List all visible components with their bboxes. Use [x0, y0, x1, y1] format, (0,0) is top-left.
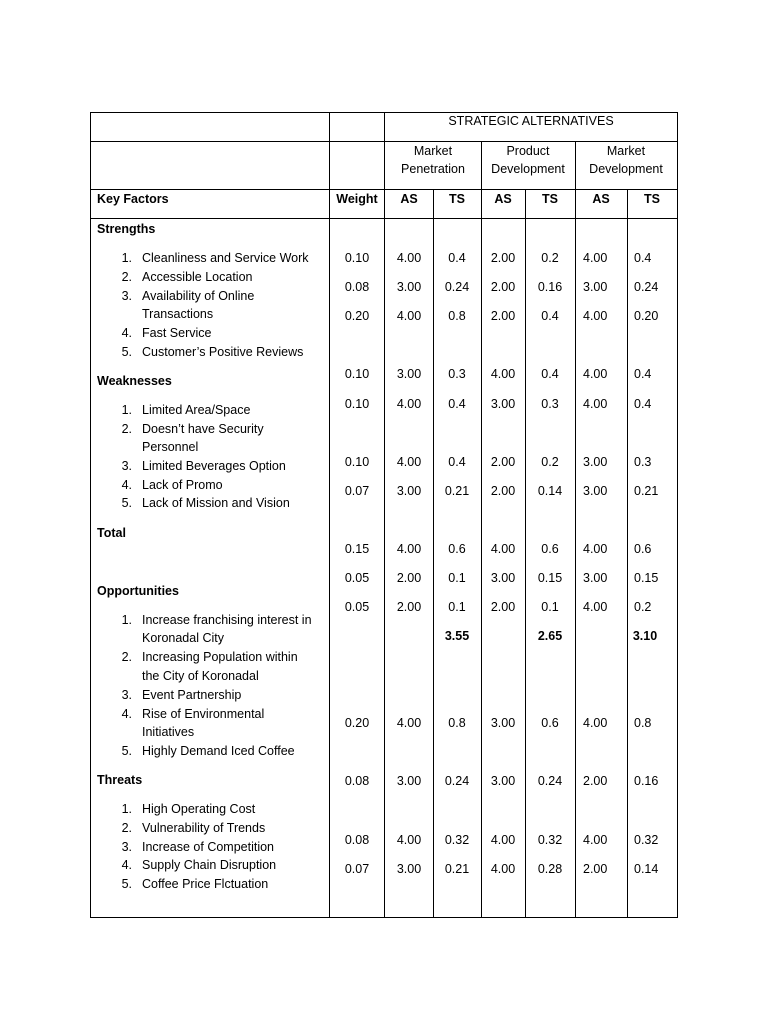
alt3-ts-cell: 0.14	[634, 862, 659, 876]
list-item-text: Doesn’t have Security	[142, 422, 264, 436]
weight-cell: 0.05	[344, 600, 370, 614]
alt1-as-cell: 4.00	[396, 309, 422, 323]
alt1-heading-line2: Penetration	[401, 162, 465, 176]
strategic-alternatives-heading: STRATEGIC ALTERNATIVES	[448, 114, 614, 128]
list-item-number: 3.	[121, 289, 132, 303]
list-item-number: 2.	[121, 422, 132, 436]
alt1-ts-cell: 0.8	[448, 309, 466, 323]
alt1-ts-cell: 0.1	[448, 600, 466, 614]
alt1-ts-header: TS	[449, 192, 465, 206]
list-item-number: 3.	[121, 840, 132, 854]
alt1-as-cell: 4.00	[396, 397, 422, 411]
alt2-ts-cell: 0.6	[541, 542, 559, 556]
alt1-ts-cell: 0.32	[444, 833, 470, 847]
alt3-ts-cell: 0.3	[634, 455, 652, 469]
alt2-as-cell: 2.00	[490, 309, 516, 323]
alt3-as-cell: 3.00	[583, 280, 608, 294]
table-left-border	[90, 112, 91, 918]
alt2-as-cell: 2.00	[490, 280, 516, 294]
list-item-text: Koronadal City	[142, 631, 224, 645]
list-item-text: Event Partnership	[142, 688, 242, 702]
alt2-as-cell: 3.00	[490, 571, 516, 585]
alt2-as-header: AS	[494, 192, 512, 206]
list-item-number: 4.	[121, 858, 132, 872]
alt3-as-cell: 4.00	[583, 397, 608, 411]
weight-cell: 0.20	[344, 309, 370, 323]
weight-cell: 0.07	[344, 862, 370, 876]
alt3-as-cell: 4.00	[583, 833, 608, 847]
total-alt3-ts: 3.10	[632, 629, 658, 643]
list-item-text: Limited Area/Space	[142, 403, 251, 417]
col-divider-alt3-ts	[627, 189, 628, 918]
list-item-number: 2.	[121, 270, 132, 284]
alt2-as-cell: 2.00	[490, 484, 516, 498]
alt2-ts-cell: 0.1	[541, 600, 559, 614]
alt2-as-cell: 4.00	[490, 542, 516, 556]
alt2-heading-line2: Development	[491, 162, 565, 176]
col-divider-alt1-ts	[433, 189, 434, 918]
col-divider-weight	[329, 112, 330, 918]
list-item-text: the City of Koronadal	[142, 669, 259, 683]
list-item-text: Rise of Environmental	[142, 707, 265, 721]
alt1-ts-cell: 0.4	[448, 397, 466, 411]
list-item-text: Transactions	[142, 307, 214, 321]
section-opportunities: Opportunities	[97, 584, 179, 598]
alt1-ts-cell: 0.24	[444, 774, 470, 788]
list-item-text: Lack of Promo	[142, 478, 223, 492]
alt2-ts-cell: 0.14	[537, 484, 563, 498]
alt1-as-header: AS	[400, 192, 418, 206]
alt3-ts-cell: 0.6	[634, 542, 652, 556]
weight-cell: 0.05	[344, 571, 370, 585]
alt3-ts-cell: 0.32	[634, 833, 659, 847]
alt3-as-cell: 3.00	[583, 484, 608, 498]
list-item-text: Increase franchising interest in	[142, 613, 312, 627]
list-item-number: 5.	[121, 877, 132, 891]
list-item-text: Availability of Online	[142, 289, 255, 303]
alt2-ts-cell: 0.2	[541, 455, 559, 469]
alt3-ts-cell: 0.20	[634, 309, 659, 323]
list-item-number: 3.	[121, 688, 132, 702]
alt1-ts-cell: 0.21	[444, 862, 470, 876]
alt2-as-cell: 3.00	[490, 716, 516, 730]
alt1-as-cell: 3.00	[396, 862, 422, 876]
alt2-ts-cell: 0.4	[541, 367, 559, 381]
list-item-text: Supply Chain Disruption	[142, 858, 277, 872]
list-item-number: 1.	[121, 802, 132, 816]
alt2-as-cell: 3.00	[490, 397, 516, 411]
list-item-number: 5.	[121, 345, 132, 359]
alt3-ts-cell: 0.16	[634, 774, 659, 788]
list-item-text: Fast Service	[142, 326, 212, 340]
alt3-ts-cell: 0.4	[634, 251, 652, 265]
weight-cell: 0.08	[344, 833, 370, 847]
weight-cell: 0.10	[344, 397, 370, 411]
section-total: Total	[97, 526, 126, 540]
alt3-heading-line2: Development	[589, 162, 663, 176]
alt3-ts-cell: 0.21	[634, 484, 659, 498]
weight-cell: 0.07	[344, 484, 370, 498]
list-item-number: 4.	[121, 707, 132, 721]
alt3-as-cell: 3.00	[583, 571, 608, 585]
alt3-ts-cell: 0.15	[634, 571, 659, 585]
list-item-text: Vulnerability of Trends	[142, 821, 266, 835]
alt2-ts-cell: 0.2	[541, 251, 559, 265]
list-item-number: 2.	[121, 821, 132, 835]
alt2-as-cell: 2.00	[490, 251, 516, 265]
alt3-as-cell: 4.00	[583, 367, 608, 381]
alt3-ts-cell: 0.8	[634, 716, 652, 730]
list-item-number: 4.	[121, 478, 132, 492]
alt3-ts-cell: 0.4	[634, 397, 652, 411]
alt1-heading-line1: Market	[413, 144, 453, 158]
list-item-text: Accessible Location	[142, 270, 253, 284]
list-item-text: Limited Beverages Option	[142, 459, 286, 473]
alt3-as-cell: 4.00	[583, 716, 608, 730]
col-divider-alt2	[481, 141, 482, 918]
list-item-text: Customer’s Positive Reviews	[142, 345, 304, 359]
alt2-ts-cell: 0.3	[541, 397, 559, 411]
alt2-ts-cell: 0.32	[537, 833, 563, 847]
alt3-as-cell: 2.00	[583, 774, 608, 788]
alt1-as-cell: 3.00	[396, 774, 422, 788]
alt3-heading-line1: Market	[606, 144, 646, 158]
col-divider-alternatives	[384, 112, 385, 918]
alt3-ts-cell: 0.4	[634, 367, 652, 381]
alt1-as-cell: 3.00	[396, 484, 422, 498]
total-alt1-ts: 3.55	[444, 629, 470, 643]
alt2-ts-header: TS	[542, 192, 558, 206]
col-divider-alt2-ts	[525, 189, 526, 918]
alt1-as-cell: 4.00	[396, 251, 422, 265]
alt2-ts-cell: 0.4	[541, 309, 559, 323]
alt2-as-cell: 4.00	[490, 833, 516, 847]
alt1-ts-cell: 0.3	[448, 367, 466, 381]
list-item-text: Coffee Price Flctuation	[142, 877, 269, 891]
alt3-ts-cell: 0.2	[634, 600, 652, 614]
alt3-as-cell: 3.00	[583, 455, 608, 469]
list-item-number: 1.	[121, 613, 132, 627]
alt2-ts-cell: 0.16	[537, 280, 563, 294]
alt2-ts-cell: 0.15	[537, 571, 563, 585]
weight-cell: 0.08	[344, 280, 370, 294]
alt1-ts-cell: 0.21	[444, 484, 470, 498]
section-weaknesses: Weaknesses	[97, 374, 172, 388]
list-item-text: Lack of Mission and Vision	[142, 496, 290, 510]
alt3-as-cell: 4.00	[583, 251, 608, 265]
alt1-ts-cell: 0.24	[444, 280, 470, 294]
weight-header: Weight	[336, 192, 378, 206]
list-item-number: 5.	[121, 496, 132, 510]
alt3-as-cell: 4.00	[583, 600, 608, 614]
list-item-number: 1.	[121, 251, 132, 265]
alt2-as-cell: 2.00	[490, 455, 516, 469]
list-item-text: Highly Demand Iced Coffee	[142, 744, 295, 758]
key-factors-header: Key Factors	[97, 192, 169, 206]
alt1-as-cell: 4.00	[396, 716, 422, 730]
alt2-ts-cell: 0.24	[537, 774, 563, 788]
alt1-ts-cell: 0.8	[448, 716, 466, 730]
alt1-ts-cell: 0.1	[448, 571, 466, 585]
alt1-ts-cell: 0.6	[448, 542, 466, 556]
list-item-number: 3.	[121, 459, 132, 473]
alt1-as-cell: 4.00	[396, 455, 422, 469]
section-threats: Threats	[97, 773, 143, 787]
list-item-text: Personnel	[142, 440, 199, 454]
alt2-as-cell: 3.00	[490, 774, 516, 788]
alt3-as-cell: 2.00	[583, 862, 608, 876]
list-item-text: High Operating Cost	[142, 802, 256, 816]
alt2-heading-line1: Product	[506, 144, 550, 158]
weight-cell: 0.08	[344, 774, 370, 788]
table-right-border	[677, 112, 678, 918]
list-item-text: Increase of Competition	[142, 840, 275, 854]
alt1-as-cell: 2.00	[396, 600, 422, 614]
list-item-number: 1.	[121, 403, 132, 417]
alt3-as-header: AS	[592, 192, 610, 206]
alt1-ts-cell: 0.4	[448, 251, 466, 265]
section-strengths: Strengths	[97, 222, 156, 236]
alt1-as-cell: 2.00	[396, 571, 422, 585]
alt2-ts-cell: 0.28	[537, 862, 563, 876]
alt1-ts-cell: 0.4	[448, 455, 466, 469]
weight-cell: 0.10	[344, 251, 370, 265]
weight-cell: 0.10	[344, 455, 370, 469]
list-item-text: Cleanliness and Service Work	[142, 251, 309, 265]
weight-cell: 0.20	[344, 716, 370, 730]
col-divider-alt3	[575, 141, 576, 918]
weight-cell: 0.15	[344, 542, 370, 556]
list-item-number: 5.	[121, 744, 132, 758]
list-item-text: Increasing Population within	[142, 650, 298, 664]
alt2-ts-cell: 0.6	[541, 716, 559, 730]
list-item-number: 2.	[121, 650, 132, 664]
list-item-text: Initiatives	[142, 725, 195, 739]
weight-cell: 0.10	[344, 367, 370, 381]
alt3-as-cell: 4.00	[583, 542, 608, 556]
total-alt2-ts: 2.65	[537, 629, 563, 643]
alt2-as-cell: 2.00	[490, 600, 516, 614]
alt3-ts-cell: 0.24	[634, 280, 659, 294]
alt1-as-cell: 3.00	[396, 367, 422, 381]
alt1-as-cell: 3.00	[396, 280, 422, 294]
alt3-as-cell: 4.00	[583, 309, 608, 323]
alt3-ts-header: TS	[644, 192, 660, 206]
alt2-as-cell: 4.00	[490, 367, 516, 381]
alt1-as-cell: 4.00	[396, 833, 422, 847]
list-item-number: 4.	[121, 326, 132, 340]
alt1-as-cell: 4.00	[396, 542, 422, 556]
alt2-as-cell: 4.00	[490, 862, 516, 876]
